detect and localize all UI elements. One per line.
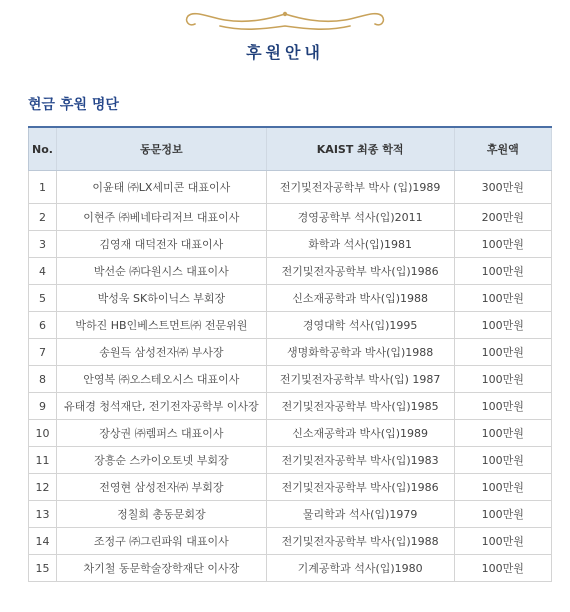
cell-amount: 100만원 <box>454 285 551 312</box>
table-row <box>29 447 552 474</box>
cell-amount: 100만원 <box>454 501 551 528</box>
table-row <box>29 474 552 501</box>
cell-info: 차기철 동문학술장학재단 이사장 <box>56 555 266 582</box>
cell-info: 박하진 HB인베스트먼트㈜ 전문위원 <box>56 312 266 339</box>
table-row <box>29 285 552 312</box>
cell-degree: 전기및전자공학부 박사(입)1983 <box>266 447 454 474</box>
cell-amount: 100만원 <box>454 258 551 285</box>
cell-no: 12 <box>29 474 57 501</box>
cell-no: 5 <box>29 285 57 312</box>
cell-no: 6 <box>29 312 57 339</box>
table-row <box>29 555 552 582</box>
column-header-amount: 후원액 <box>454 127 551 171</box>
cell-no: 8 <box>29 366 57 393</box>
cell-degree: 전기및전자공학부 박사(입)1988 <box>266 528 454 555</box>
cell-amount: 100만원 <box>454 366 551 393</box>
cell-info: 유태경 청석재단, 전기전자공학부 이사장 <box>56 393 266 420</box>
section-title: 현금 후원 명단 <box>28 97 119 113</box>
cell-no: 2 <box>29 204 57 231</box>
table-row <box>29 171 552 204</box>
cell-info: 김영재 대덕전자 대표이사 <box>56 231 266 258</box>
cell-degree: 화학과 석사(입)1981 <box>266 231 454 258</box>
cell-info: 장상권 ㈜렘퍼스 대표이사 <box>56 420 266 447</box>
cell-amount: 100만원 <box>454 447 551 474</box>
cell-info: 조정구 ㈜그린파워 대표이사 <box>56 528 266 555</box>
decorative-flourish-icon <box>180 6 390 40</box>
cell-degree: 물리학과 석사(입)1979 <box>266 501 454 528</box>
cell-amount: 100만원 <box>454 312 551 339</box>
cell-amount: 100만원 <box>454 339 551 366</box>
table-header-row <box>29 127 552 171</box>
cell-degree: 기계공학과 석사(입)1980 <box>266 555 454 582</box>
table-row <box>29 393 552 420</box>
cell-info: 전영현 삼성전자㈜ 부회장 <box>56 474 266 501</box>
cell-amount: 100만원 <box>454 393 551 420</box>
cell-info: 박선순 ㈜다원시스 대표이사 <box>56 258 266 285</box>
column-header-info: 동문정보 <box>56 127 266 171</box>
cell-amount: 200만원 <box>454 204 551 231</box>
column-header-no: No. <box>29 127 57 171</box>
cell-amount: 100만원 <box>454 555 551 582</box>
cell-no: 13 <box>29 501 57 528</box>
cell-degree: 전기및전자공학부 박사 (입)1989 <box>266 171 454 204</box>
table-row <box>29 339 552 366</box>
cell-degree: 생명화학공학과 박사(입)1988 <box>266 339 454 366</box>
cell-no: 4 <box>29 258 57 285</box>
page-title: 후원안내 <box>246 43 324 62</box>
table-row <box>29 231 552 258</box>
cell-degree: 전기및전자공학부 박사(입)1985 <box>266 393 454 420</box>
cell-no: 3 <box>29 231 57 258</box>
cell-degree: 전기및전자공학부 박사(입) 1987 <box>266 366 454 393</box>
table-row <box>29 528 552 555</box>
cell-no: 7 <box>29 339 57 366</box>
cell-info: 박성욱 SK하이닉스 부회장 <box>56 285 266 312</box>
cell-amount: 100만원 <box>454 420 551 447</box>
cell-no: 15 <box>29 555 57 582</box>
cell-degree: 전기및전자공학부 박사(입)1986 <box>266 258 454 285</box>
table-row <box>29 501 552 528</box>
cell-info: 이현주 ㈜베네타리저브 대표이사 <box>56 204 266 231</box>
cell-amount: 300만원 <box>454 171 551 204</box>
cell-no: 11 <box>29 447 57 474</box>
cell-degree: 경영공학부 석사(입)2011 <box>266 204 454 231</box>
cell-degree: 신소재공학과 박사(입)1989 <box>266 420 454 447</box>
table-row <box>29 420 552 447</box>
column-header-degree: KAIST 최종 학적 <box>266 127 454 171</box>
cell-no: 1 <box>29 171 57 204</box>
cell-info: 이윤태 ㈜LX세미콘 대표이사 <box>56 171 266 204</box>
cell-info: 송원득 삼성전자㈜ 부사장 <box>56 339 266 366</box>
cell-no: 9 <box>29 393 57 420</box>
cell-info: 장흥순 스카이오토넷 부회장 <box>56 447 266 474</box>
cell-info: 안영복 ㈜오스테오시스 대표이사 <box>56 366 266 393</box>
cell-no: 14 <box>29 528 57 555</box>
cell-amount: 100만원 <box>454 474 551 501</box>
cell-degree: 신소재공학과 박사(입)1988 <box>266 285 454 312</box>
cell-info: 정칠희 총동문회장 <box>56 501 266 528</box>
cell-amount: 100만원 <box>454 528 551 555</box>
cell-amount: 100만원 <box>454 231 551 258</box>
donor-table <box>28 126 552 582</box>
cell-degree: 경영대학 석사(입)1995 <box>266 312 454 339</box>
table-row <box>29 204 552 231</box>
table-row <box>29 312 552 339</box>
table-row <box>29 366 552 393</box>
cell-no: 10 <box>29 420 57 447</box>
table-row <box>29 258 552 285</box>
cell-degree: 전기및전자공학부 박사(입)1986 <box>266 474 454 501</box>
